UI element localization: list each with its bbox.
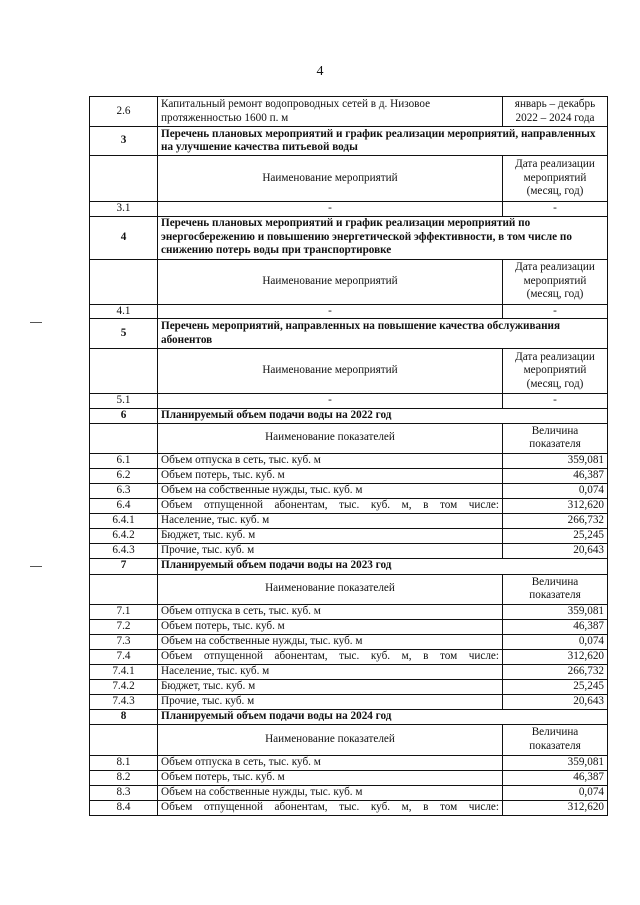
column-header-row (90, 259, 608, 304)
row-number: 7.4.1 (90, 664, 158, 679)
row-value: 20,643 (503, 694, 608, 709)
row-name: Объем отпущенной абонентам, тыс. куб. м, в том числе: (158, 800, 503, 815)
row-number: 7.1 (90, 604, 158, 619)
row-value: 20,643 (503, 543, 608, 558)
column-header-value: Величина показателя (503, 423, 608, 453)
row-number: 6.4.2 (90, 528, 158, 543)
row-number: 7.2 (90, 619, 158, 634)
table-row (90, 468, 608, 483)
section-row (90, 319, 608, 349)
column-header-row (90, 724, 608, 755)
row-number: 6.3 (90, 483, 158, 498)
row-number: 8.3 (90, 785, 158, 800)
section-row (90, 408, 608, 423)
table-row (90, 528, 608, 543)
row-number: 6.1 (90, 453, 158, 468)
column-header-value: Дата реализации мероприятий (месяц, год) (503, 349, 608, 394)
section-number: 4 (90, 216, 158, 259)
table-row (90, 619, 608, 634)
column-header-value: Дата реализации мероприятий (месяц, год) (503, 156, 608, 202)
row-number: 7.4.3 (90, 694, 158, 709)
section-title: Перечень плановых мероприятий и график реализации мероприятий, направленных на улучшение качества питьевой воды (158, 127, 608, 156)
empty-cell (90, 349, 158, 394)
column-header-row (90, 574, 608, 604)
row-value: 0,074 (503, 634, 608, 649)
row-number: 8.2 (90, 770, 158, 785)
empty-cell (90, 259, 158, 304)
table-row (90, 304, 608, 319)
column-header-value: Дата реализации мероприятий (месяц, год) (503, 259, 608, 304)
row-value: - (503, 394, 608, 409)
table-row (90, 202, 608, 217)
row-number: 8.1 (90, 755, 158, 770)
section-title: Планируемый объем подачи воды на 2022 год (158, 408, 608, 423)
row-number: 7.4 (90, 649, 158, 664)
row-number: 3.1 (90, 202, 158, 217)
column-header-name: Наименование показателей (158, 724, 503, 755)
column-header-name: Наименование мероприятий (158, 349, 503, 394)
table-row (90, 694, 608, 709)
table-row (90, 453, 608, 468)
table-row (90, 483, 608, 498)
row-number: 5.1 (90, 394, 158, 409)
column-header-name: Наименование показателей (158, 574, 503, 604)
section-row (90, 709, 608, 724)
row-value: 312,620 (503, 800, 608, 815)
empty-cell (90, 423, 158, 453)
section-row (90, 558, 608, 574)
section-title: Перечень мероприятий, направленных на повышение качества обслуживания абонентов (158, 319, 608, 349)
row-name: Прочие, тыс. куб. м (158, 543, 503, 558)
row-value: 312,620 (503, 498, 608, 513)
row-name: Население, тыс. куб. м (158, 664, 503, 679)
section-row (90, 216, 608, 259)
row-value: 25,245 (503, 679, 608, 694)
row-name: Объем отпущенной абонентам, тыс. куб. м, в том числе: (158, 649, 503, 664)
table-row (90, 513, 608, 528)
row-value: 46,387 (503, 619, 608, 634)
row-name: Объем отпуска в сеть, тыс. куб. м (158, 755, 503, 770)
row-value: 266,732 (503, 664, 608, 679)
table-row (90, 604, 608, 619)
row-number: 8.4 (90, 800, 158, 815)
plan-table-body (90, 97, 608, 816)
table-row (90, 97, 608, 127)
table-row (90, 543, 608, 558)
column-header-name: Наименование мероприятий (158, 259, 503, 304)
row-number: 7.3 (90, 634, 158, 649)
row-value: 312,620 (503, 649, 608, 664)
row-name: Объем потерь, тыс. куб. м (158, 468, 503, 483)
table-row (90, 394, 608, 409)
section-number: 7 (90, 558, 158, 574)
section-title: Планируемый объем подачи воды на 2024 год (158, 709, 608, 724)
row-value: 0,074 (503, 483, 608, 498)
column-header-value: Величина показателя (503, 574, 608, 604)
row-name: - (158, 202, 503, 217)
table-row (90, 649, 608, 664)
table-row (90, 800, 608, 815)
row-name: - (158, 394, 503, 409)
row-name: Капитальный ремонт водопроводных сетей в д. Низовое протяженностью 1600 п. м (158, 97, 503, 127)
row-name: Бюджет, тыс. куб. м (158, 528, 503, 543)
row-value: 46,387 (503, 770, 608, 785)
column-header-row (90, 423, 608, 453)
row-number: 6.4.1 (90, 513, 158, 528)
row-value: - (503, 202, 608, 217)
column-header-value: Величина показателя (503, 724, 608, 755)
row-name: Объем на собственные нужды, тыс. куб. м (158, 483, 503, 498)
section-number: 3 (90, 127, 158, 156)
row-value: 359,081 (503, 755, 608, 770)
row-number: 6.4 (90, 498, 158, 513)
section-number: 6 (90, 408, 158, 423)
row-number: 6.4.3 (90, 543, 158, 558)
empty-cell (90, 156, 158, 202)
row-number: 6.2 (90, 468, 158, 483)
column-header-name: Наименование показателей (158, 423, 503, 453)
row-value: 359,081 (503, 453, 608, 468)
empty-cell (90, 724, 158, 755)
table-row (90, 755, 608, 770)
row-value: 266,732 (503, 513, 608, 528)
table-row (90, 770, 608, 785)
section-number: 8 (90, 709, 158, 724)
section-row (90, 127, 608, 156)
table-row (90, 634, 608, 649)
section-number: 5 (90, 319, 158, 349)
row-name: - (158, 304, 503, 319)
table-row (90, 679, 608, 694)
row-name: Объем потерь, тыс. куб. м (158, 770, 503, 785)
margin-mark (30, 566, 42, 567)
row-value: - (503, 304, 608, 319)
row-name: Бюджет, тыс. куб. м (158, 679, 503, 694)
row-name: Объем потерь, тыс. куб. м (158, 619, 503, 634)
section-title: Планируемый объем подачи воды на 2023 год (158, 558, 608, 574)
column-header-name: Наименование мероприятий (158, 156, 503, 202)
plan-table (89, 96, 608, 816)
row-name: Объем отпущенной абонентам, тыс. куб. м, в том числе: (158, 498, 503, 513)
column-header-row (90, 349, 608, 394)
row-value: 0,074 (503, 785, 608, 800)
column-header-row (90, 156, 608, 202)
row-name: Объем на собственные нужды, тыс. куб. м (158, 785, 503, 800)
row-value: 46,387 (503, 468, 608, 483)
row-name: Объем отпуска в сеть, тыс. куб. м (158, 604, 503, 619)
table-row (90, 664, 608, 679)
row-name: Объем отпуска в сеть, тыс. куб. м (158, 453, 503, 468)
row-name: Прочие, тыс. куб. м (158, 694, 503, 709)
row-value: 359,081 (503, 604, 608, 619)
table-row (90, 498, 608, 513)
table-row (90, 785, 608, 800)
section-title: Перечень плановых мероприятий и график реализации мероприятий по энергосбережению и повышению энергетической эффективности, в том числе по снижению потерь воды при транспортировке (158, 216, 608, 259)
margin-mark (30, 322, 42, 323)
empty-cell (90, 574, 158, 604)
row-value: январь – декабрь 2022 – 2024 года (503, 97, 608, 127)
row-number: 2.6 (90, 97, 158, 127)
row-number: 4.1 (90, 304, 158, 319)
page-number: 4 (316, 64, 324, 79)
row-number: 7.4.2 (90, 679, 158, 694)
row-value: 25,245 (503, 528, 608, 543)
row-name: Население, тыс. куб. м (158, 513, 503, 528)
row-name: Объем на собственные нужды, тыс. куб. м (158, 634, 503, 649)
